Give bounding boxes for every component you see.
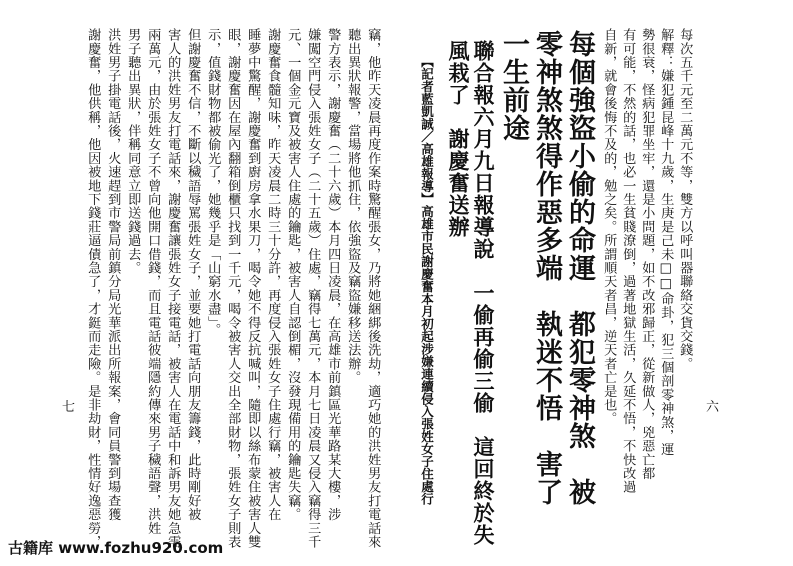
headline-line-3: 一生前途: [498, 30, 529, 142]
headline-line-2: 零神煞煞得作惡多端 執迷不悟 害了: [531, 30, 562, 506]
body-line: 勢很衰，怪病犯罪坐牢，還是小問題，如不改邪歸正，從新做人，兇惡亡都: [639, 28, 655, 481]
body-line: 洪姓男子掛電話後，火速趕到市警局前鎮分局光華派出所報案，會同員警到場查獲: [105, 28, 121, 522]
body-line: 每次五千元至二萬元不等，雙方以呼叫器聯絡交貨交錢。: [677, 28, 693, 371]
body-line: 但謝慶奮不信，不斷以穢語辱罵張姓女子，並要她打電話向朋友籌錢，此時剛好被: [185, 28, 201, 522]
body-line: 聽出異狀報警，當場將他抓住，依強盜及竊盜嫌移送法辦。: [345, 28, 361, 385]
body-line: 示，值錢財物都被偷光了，她幾乎是「山窮水盡」。: [205, 28, 221, 337]
site-logo: 古籍库 www.fozhu920.com: [8, 539, 224, 557]
page-number-left: 七: [62, 400, 76, 415]
body-line: 自新，就會後悔不及的，勉之矣。所謂順天者昌，逆天者亡是也。: [601, 28, 617, 426]
subhead-line-1: 聯合報六月九日報導說 一偷再偷三偷 這回終於失: [471, 40, 495, 546]
subhead-line-2: 風栽了 謝慶奮送辦: [446, 40, 470, 238]
body-line: 竊，他昨天凌晨再度作案時驚醒張女，乃將她綑綁後洗劫，適巧她的洪姓男友打電話來: [365, 28, 381, 549]
byline: 【記者藍凱誠／高雄報導】高雄市民謝慶奮本月初起涉嫌連續侵入張姓女子住處行: [419, 55, 435, 505]
body-line: 謝慶奮食髓知味，昨天凌晨二時三十分許，再度侵入張姓女子住處行竊，被害人在: [265, 28, 281, 522]
body-line: 元、一個金元寶及被害人住處的鑰匙，被害人自認倒楣，沒發現備用的鑰匙失竊。: [285, 28, 301, 522]
footer: [0, 534, 793, 566]
body-line: 謝慶奮，他供稱，他因被地下錢莊逼債急了，才鋌而走險。是非劫財，性情好逸惡勞，: [85, 28, 101, 549]
body-line: 男子聽出異狀，伴稱同意立即送錢過去。: [125, 28, 141, 275]
body-line: 兩萬元，由於張姓女子不曾向他開口借錢，而且電話彼端隱約傳來男子穢語聲，洪姓: [145, 28, 161, 535]
body-line: 眼，謝慶奮因在屋內翻箱倒櫃只找到一千元，喝令被害人交出全部財物，張姓女子則表: [225, 28, 241, 549]
body-line: 嫌闖空門侵入張姓女子（二十五歲）住處，竊得七萬元，本月七日凌晨又侵入竊得三千: [305, 28, 321, 549]
body-line: 睡夢中驚醒，謝慶奮到廚房拿水果刀，喝令她不得反抗喊叫，隨即以絲布蒙住被害人雙: [245, 28, 261, 549]
body-line: 有可能，不然的話，也必一生貧賤潦倒，過著地獄生活，久延不悟，不快改過: [620, 28, 636, 494]
body-line: 害人的洪姓男友打電話來，謝慶奮讓張姓女子接電話，被害人在電話中和訴男友她急需: [165, 28, 181, 549]
headline-line-1: 每個強盜小偷的命運 都犯零神煞 被: [564, 30, 595, 506]
page-number-right: 六: [706, 400, 720, 415]
body-line: 解釋：嫌犯鍾昆峰十九歲，生庚是己未□□命卦，犯三個剖零神煞，運: [658, 28, 674, 457]
body-line: 警方表示，謝慶奮（二十六歲）本月四日凌晨，在高雄市前鎮區光華路某大樓，涉: [325, 28, 341, 522]
